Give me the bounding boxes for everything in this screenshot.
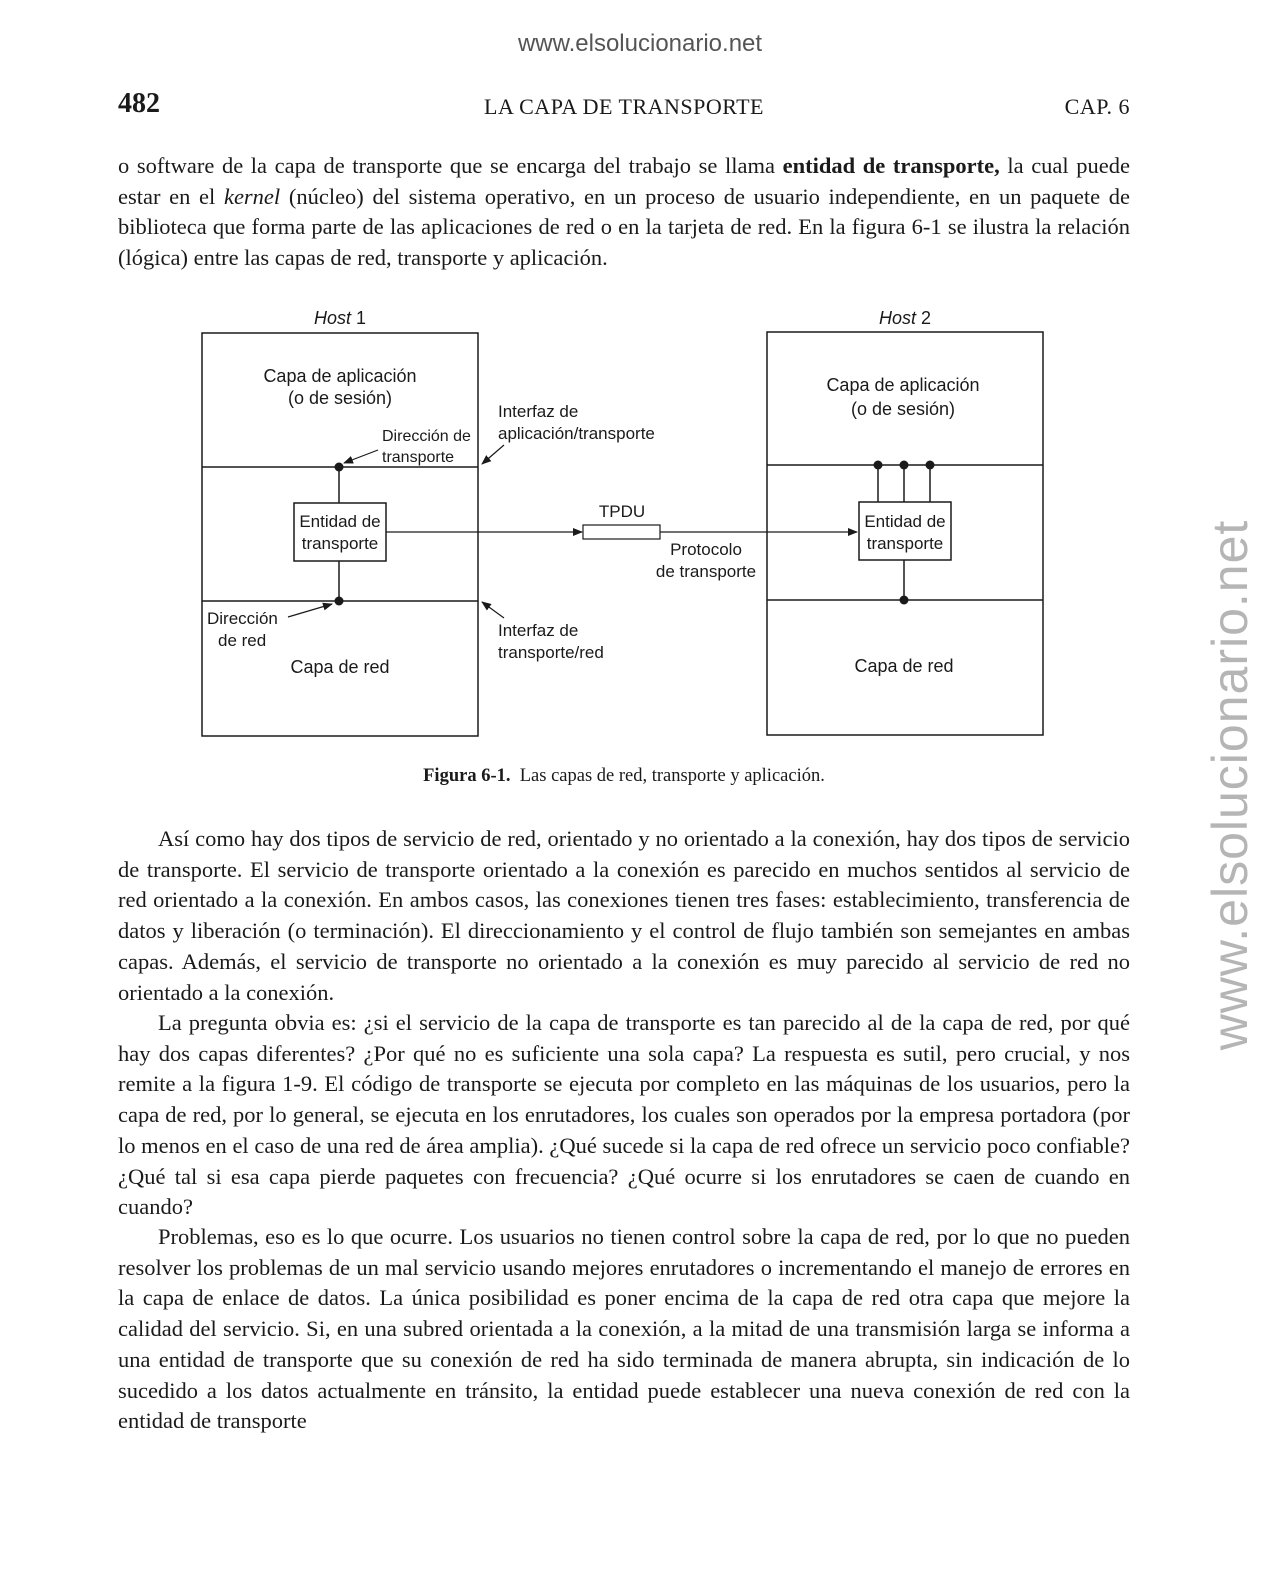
iface-net-label-2: transporte/red bbox=[498, 643, 604, 662]
host1-app-layer-sub: (o de sesión) bbox=[287, 388, 393, 408]
iface-net-label-1: Interfaz de bbox=[498, 621, 579, 640]
host1-entity-line1: Entidad de bbox=[299, 512, 381, 531]
host1-addr-net-1: Dirección bbox=[207, 609, 278, 628]
iface-app-arrow bbox=[482, 445, 504, 464]
running-title: LA CAPA DE TRANSPORTE bbox=[484, 94, 764, 119]
intro-paragraph bbox=[118, 151, 1130, 274]
figure-caption bbox=[0, 766, 1248, 787]
iface-net-arrow bbox=[482, 602, 504, 618]
page-number: 482 bbox=[118, 88, 160, 119]
host1-app-layer-label: Capa de aplicación bbox=[263, 366, 417, 386]
caption-label: Figura 6-1. bbox=[423, 766, 511, 786]
host2-entity-line2: transporte bbox=[866, 534, 944, 553]
body-paragraph-1: Así como hay dos tipos de servicio de red, orientado y no orientado a la conexión, hay dos tipos de servicio de transporte. El servicio de transporte orientado a la conexión es parecido en muchos sentidos al servicio de red orientado a la conexión. En ambos casos, las conexiones tienen tres fases: establecimiento, transferencia de datos y liberación (o terminación). El direccionamiento y el control de flujo también son semejantes en ambas capas. Además, el servicio de transporte no orientado a la conexión es muy parecido al servicio de red no orientado a la conexión. bbox=[118, 826, 1130, 1005]
iface-app-label-2: aplicación/transporte bbox=[498, 424, 655, 443]
watermark-top: www.elsolucionario.net bbox=[517, 30, 763, 57]
body-paragraph-2: La pregunta obvia es: ¿si el servicio de la capa de transporte es tan parecido al de la capa de red, por qué hay dos capas diferentes? ¿Por qué no es suficiente una sola capa? La respuesta es sutil, pero crucial, y nos remite a la figura 1-9. El código de transporte se ejecuta por completo en las máquinas de los usuarios, pero la capa de red, por lo general, se ejecuta en los enrutadores, los cuales son operados por la empresa portadora (por lo menos en el caso de una red de área amplia). ¿Qué sucede si la capa de red ofrece un servicio poco confiable? ¿Qué tal si esa capa pierde paquetes con frecuencia? ¿Qué ocurre si los enrutadores se caen de cuando en cuando? bbox=[118, 1010, 1130, 1220]
addr-transport-arrow bbox=[344, 450, 378, 463]
host1-addr-transport-1: Dirección de bbox=[382, 428, 471, 445]
intro-kernel: kernel bbox=[223, 183, 281, 209]
intro-text-3: (núcleo) del sistema operativo, en un proceso de usuario independiente, en un paquete de biblioteca que forma parte de las aplicaciones de red o en la tarjeta de red. En la figura 6-1 se ilustra la relación (lógica) entre las capas de red, transporte y aplicación. bbox=[118, 183, 1130, 271]
tpdu-label: TPDU bbox=[598, 502, 646, 521]
host2-app-layer-label: Capa de aplicación bbox=[826, 375, 980, 395]
host1-addr-transport-2: transporte bbox=[382, 449, 455, 466]
host1-network-sap-dot bbox=[335, 597, 344, 606]
intro-text-2: la cual puede estar en el bbox=[118, 153, 1131, 209]
iface-app-label-1: Interfaz de bbox=[498, 402, 579, 421]
layers-diagram bbox=[190, 300, 1060, 750]
tpdu-box bbox=[583, 525, 660, 539]
intro-text-1: o software de la capa de transporte que se encarga del trabajo se llama bbox=[118, 153, 783, 178]
figure-6-1 bbox=[190, 300, 1060, 750]
host1-addr-net-2: de red bbox=[218, 631, 267, 650]
host1-entity-line2: transporte bbox=[301, 534, 379, 553]
caption-text: Las capas de red, transporte y aplicación. bbox=[519, 766, 825, 786]
chapter-label: CAP. 6 bbox=[1064, 94, 1130, 119]
host1-net-layer-label: Capa de red bbox=[290, 657, 390, 677]
intro-term: entidad de transporte, bbox=[782, 153, 1000, 178]
host2-entity-line1: Entidad de bbox=[864, 512, 946, 531]
body-paragraph-3: Problemas, eso es lo que ocurre. Los usuarios no tienen control sobre la capa de red, por lo que no pueden resolver los problemas de un mal servicio usando mejores enrutadores o incrementando el manejo de errores en la capa de enlace de datos. La única posibilidad es poner encima de la capa de red otra capa que mejore la calidad del servicio. Si, en una subred orientada a la conexión, a la mitad de una transmisión larga se informa a una entidad de transporte que su conexión de red ha sido terminada de manera abrupta, sin indicación de lo sucedido a los datos actualmente en tránsito, la entidad puede establecer una nueva conexión de red con la entidad de transporte bbox=[118, 1224, 1130, 1434]
protocol-label-2: de transporte bbox=[655, 562, 757, 581]
host2-network-sap-dot bbox=[900, 596, 909, 605]
host2-app-layer-sub: (o de sesión) bbox=[850, 399, 956, 419]
host2-label: Host 2 bbox=[878, 308, 932, 328]
watermark-side: www.elsolucionario.net bbox=[1202, 519, 1258, 1051]
host1-label: Host 1 bbox=[313, 308, 367, 328]
protocol-label-1: Protocolo bbox=[670, 540, 742, 559]
addr-net-arrow bbox=[288, 604, 332, 617]
host2-net-layer-label: Capa de red bbox=[854, 656, 954, 676]
